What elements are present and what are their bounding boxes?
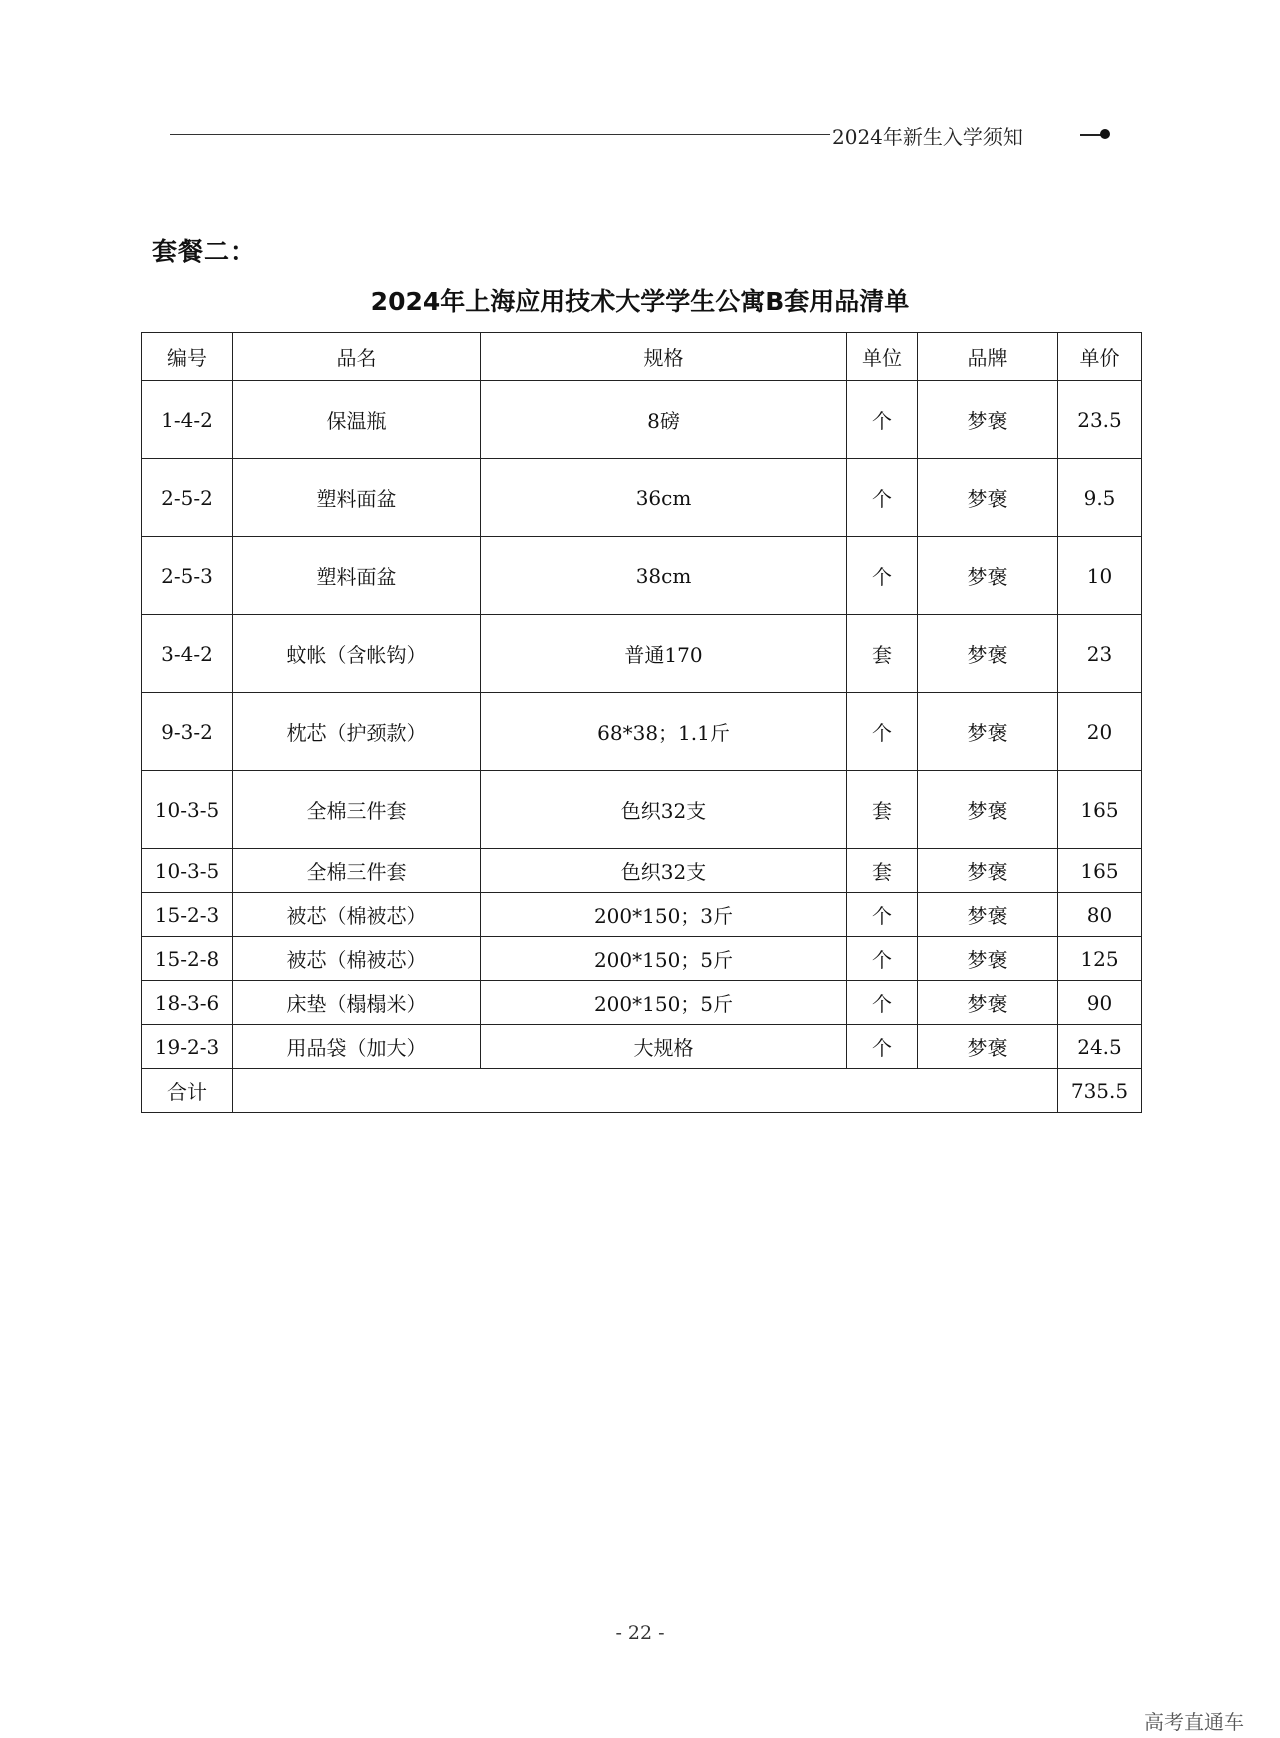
item-spec-cell: 大规格 bbox=[481, 1025, 847, 1069]
column-header-name: 品名 bbox=[233, 333, 481, 381]
table-row bbox=[142, 771, 1142, 849]
item-unit-cell: 个 bbox=[847, 537, 918, 615]
item-name-cell: 用品袋（加大） bbox=[233, 1025, 481, 1069]
column-header-id: 编号 bbox=[142, 333, 233, 381]
table-row bbox=[142, 937, 1142, 981]
item-id-cell: 2-5-3 bbox=[142, 537, 233, 615]
item-name-cell: 塑料面盆 bbox=[233, 537, 481, 615]
page-number: - 22 - bbox=[615, 1622, 665, 1644]
item-unit-cell: 个 bbox=[847, 381, 918, 459]
item-name-cell: 蚊帐（含帐钩） bbox=[233, 615, 481, 693]
item-spec-cell: 36cm bbox=[481, 459, 847, 537]
header-mark-line bbox=[1080, 134, 1102, 136]
package-label: 套餐二： bbox=[152, 237, 257, 266]
item-price-cell: 90 bbox=[1058, 981, 1142, 1025]
table-row bbox=[142, 849, 1142, 893]
item-price-cell: 165 bbox=[1058, 849, 1142, 893]
column-header-price: 单价 bbox=[1058, 333, 1142, 381]
item-brand-cell: 梦褒 bbox=[918, 1025, 1058, 1069]
table-total-row bbox=[142, 1069, 1142, 1113]
item-price-cell: 9.5 bbox=[1058, 459, 1142, 537]
item-unit-cell: 套 bbox=[847, 771, 918, 849]
item-name-cell: 全棉三件套 bbox=[233, 771, 481, 849]
item-id-cell: 15-2-8 bbox=[142, 937, 233, 981]
item-brand-cell: 梦褒 bbox=[918, 937, 1058, 981]
item-name-cell: 保温瓶 bbox=[233, 381, 481, 459]
item-name-cell: 床垫（榻榻米） bbox=[233, 981, 481, 1025]
item-price-cell: 20 bbox=[1058, 693, 1142, 771]
item-id-cell: 10-3-5 bbox=[142, 771, 233, 849]
item-unit-cell: 套 bbox=[847, 849, 918, 893]
item-name-cell: 塑料面盆 bbox=[233, 459, 481, 537]
item-unit-cell: 个 bbox=[847, 937, 918, 981]
item-price-cell: 23 bbox=[1058, 615, 1142, 693]
item-id-cell: 2-5-2 bbox=[142, 459, 233, 537]
total-label: 合计 bbox=[142, 1069, 233, 1113]
supplies-table bbox=[141, 332, 1142, 1113]
column-header-unit: 单位 bbox=[847, 333, 918, 381]
item-name-cell: 全棉三件套 bbox=[233, 849, 481, 893]
table-row bbox=[142, 537, 1142, 615]
item-price-cell: 125 bbox=[1058, 937, 1142, 981]
item-id-cell: 18-3-6 bbox=[142, 981, 233, 1025]
item-brand-cell: 梦褒 bbox=[918, 849, 1058, 893]
header-title: 2024年新生入学须知 bbox=[832, 125, 1023, 149]
watermark: 高考直通车 bbox=[1144, 1710, 1244, 1734]
table-row bbox=[142, 693, 1142, 771]
item-brand-cell: 梦褒 bbox=[918, 771, 1058, 849]
item-name-cell: 被芯（棉被芯） bbox=[233, 937, 481, 981]
item-price-cell: 165 bbox=[1058, 771, 1142, 849]
item-unit-cell: 个 bbox=[847, 893, 918, 937]
item-spec-cell: 8磅 bbox=[481, 381, 847, 459]
item-unit-cell: 个 bbox=[847, 693, 918, 771]
item-id-cell: 3-4-2 bbox=[142, 615, 233, 693]
item-brand-cell: 梦褒 bbox=[918, 537, 1058, 615]
item-id-cell: 15-2-3 bbox=[142, 893, 233, 937]
table-row bbox=[142, 459, 1142, 537]
item-unit-cell: 个 bbox=[847, 1025, 918, 1069]
item-id-cell: 9-3-2 bbox=[142, 693, 233, 771]
table-row bbox=[142, 381, 1142, 459]
item-spec-cell: 色织32支 bbox=[481, 771, 847, 849]
item-spec-cell: 200*150；5斤 bbox=[481, 981, 847, 1025]
item-name-cell: 被芯（棉被芯） bbox=[233, 893, 481, 937]
item-unit-cell: 个 bbox=[847, 981, 918, 1025]
item-brand-cell: 梦褒 bbox=[918, 893, 1058, 937]
item-id-cell: 19-2-3 bbox=[142, 1025, 233, 1069]
item-spec-cell: 38cm bbox=[481, 537, 847, 615]
item-spec-cell: 200*150；3斤 bbox=[481, 893, 847, 937]
item-spec-cell: 色织32支 bbox=[481, 849, 847, 893]
column-header-brand: 品牌 bbox=[918, 333, 1058, 381]
item-brand-cell: 梦褒 bbox=[918, 459, 1058, 537]
item-price-cell: 10 bbox=[1058, 537, 1142, 615]
item-spec-cell: 68*38；1.1斤 bbox=[481, 693, 847, 771]
item-brand-cell: 梦褒 bbox=[918, 981, 1058, 1025]
item-brand-cell: 梦褒 bbox=[918, 693, 1058, 771]
table-header-row bbox=[142, 333, 1142, 381]
column-header-spec: 规格 bbox=[481, 333, 847, 381]
item-price-cell: 80 bbox=[1058, 893, 1142, 937]
item-price-cell: 24.5 bbox=[1058, 1025, 1142, 1069]
table-row bbox=[142, 1025, 1142, 1069]
table-row bbox=[142, 893, 1142, 937]
header-rule bbox=[170, 134, 830, 135]
item-brand-cell: 梦褒 bbox=[918, 381, 1058, 459]
header-dot-icon bbox=[1100, 129, 1110, 139]
item-unit-cell: 个 bbox=[847, 459, 918, 537]
table-row bbox=[142, 615, 1142, 693]
item-unit-cell: 套 bbox=[847, 615, 918, 693]
item-spec-cell: 200*150；5斤 bbox=[481, 937, 847, 981]
item-name-cell: 枕芯（护颈款） bbox=[233, 693, 481, 771]
item-spec-cell: 普通170 bbox=[481, 615, 847, 693]
item-brand-cell: 梦褒 bbox=[918, 615, 1058, 693]
item-price-cell: 23.5 bbox=[1058, 381, 1142, 459]
item-id-cell: 1-4-2 bbox=[142, 381, 233, 459]
item-id-cell: 10-3-5 bbox=[142, 849, 233, 893]
table-title: 2024年上海应用技术大学学生公寓B套用品清单 bbox=[370, 287, 910, 316]
total-empty-cell bbox=[233, 1069, 1058, 1113]
table-row bbox=[142, 981, 1142, 1025]
total-value: 735.5 bbox=[1058, 1069, 1142, 1113]
